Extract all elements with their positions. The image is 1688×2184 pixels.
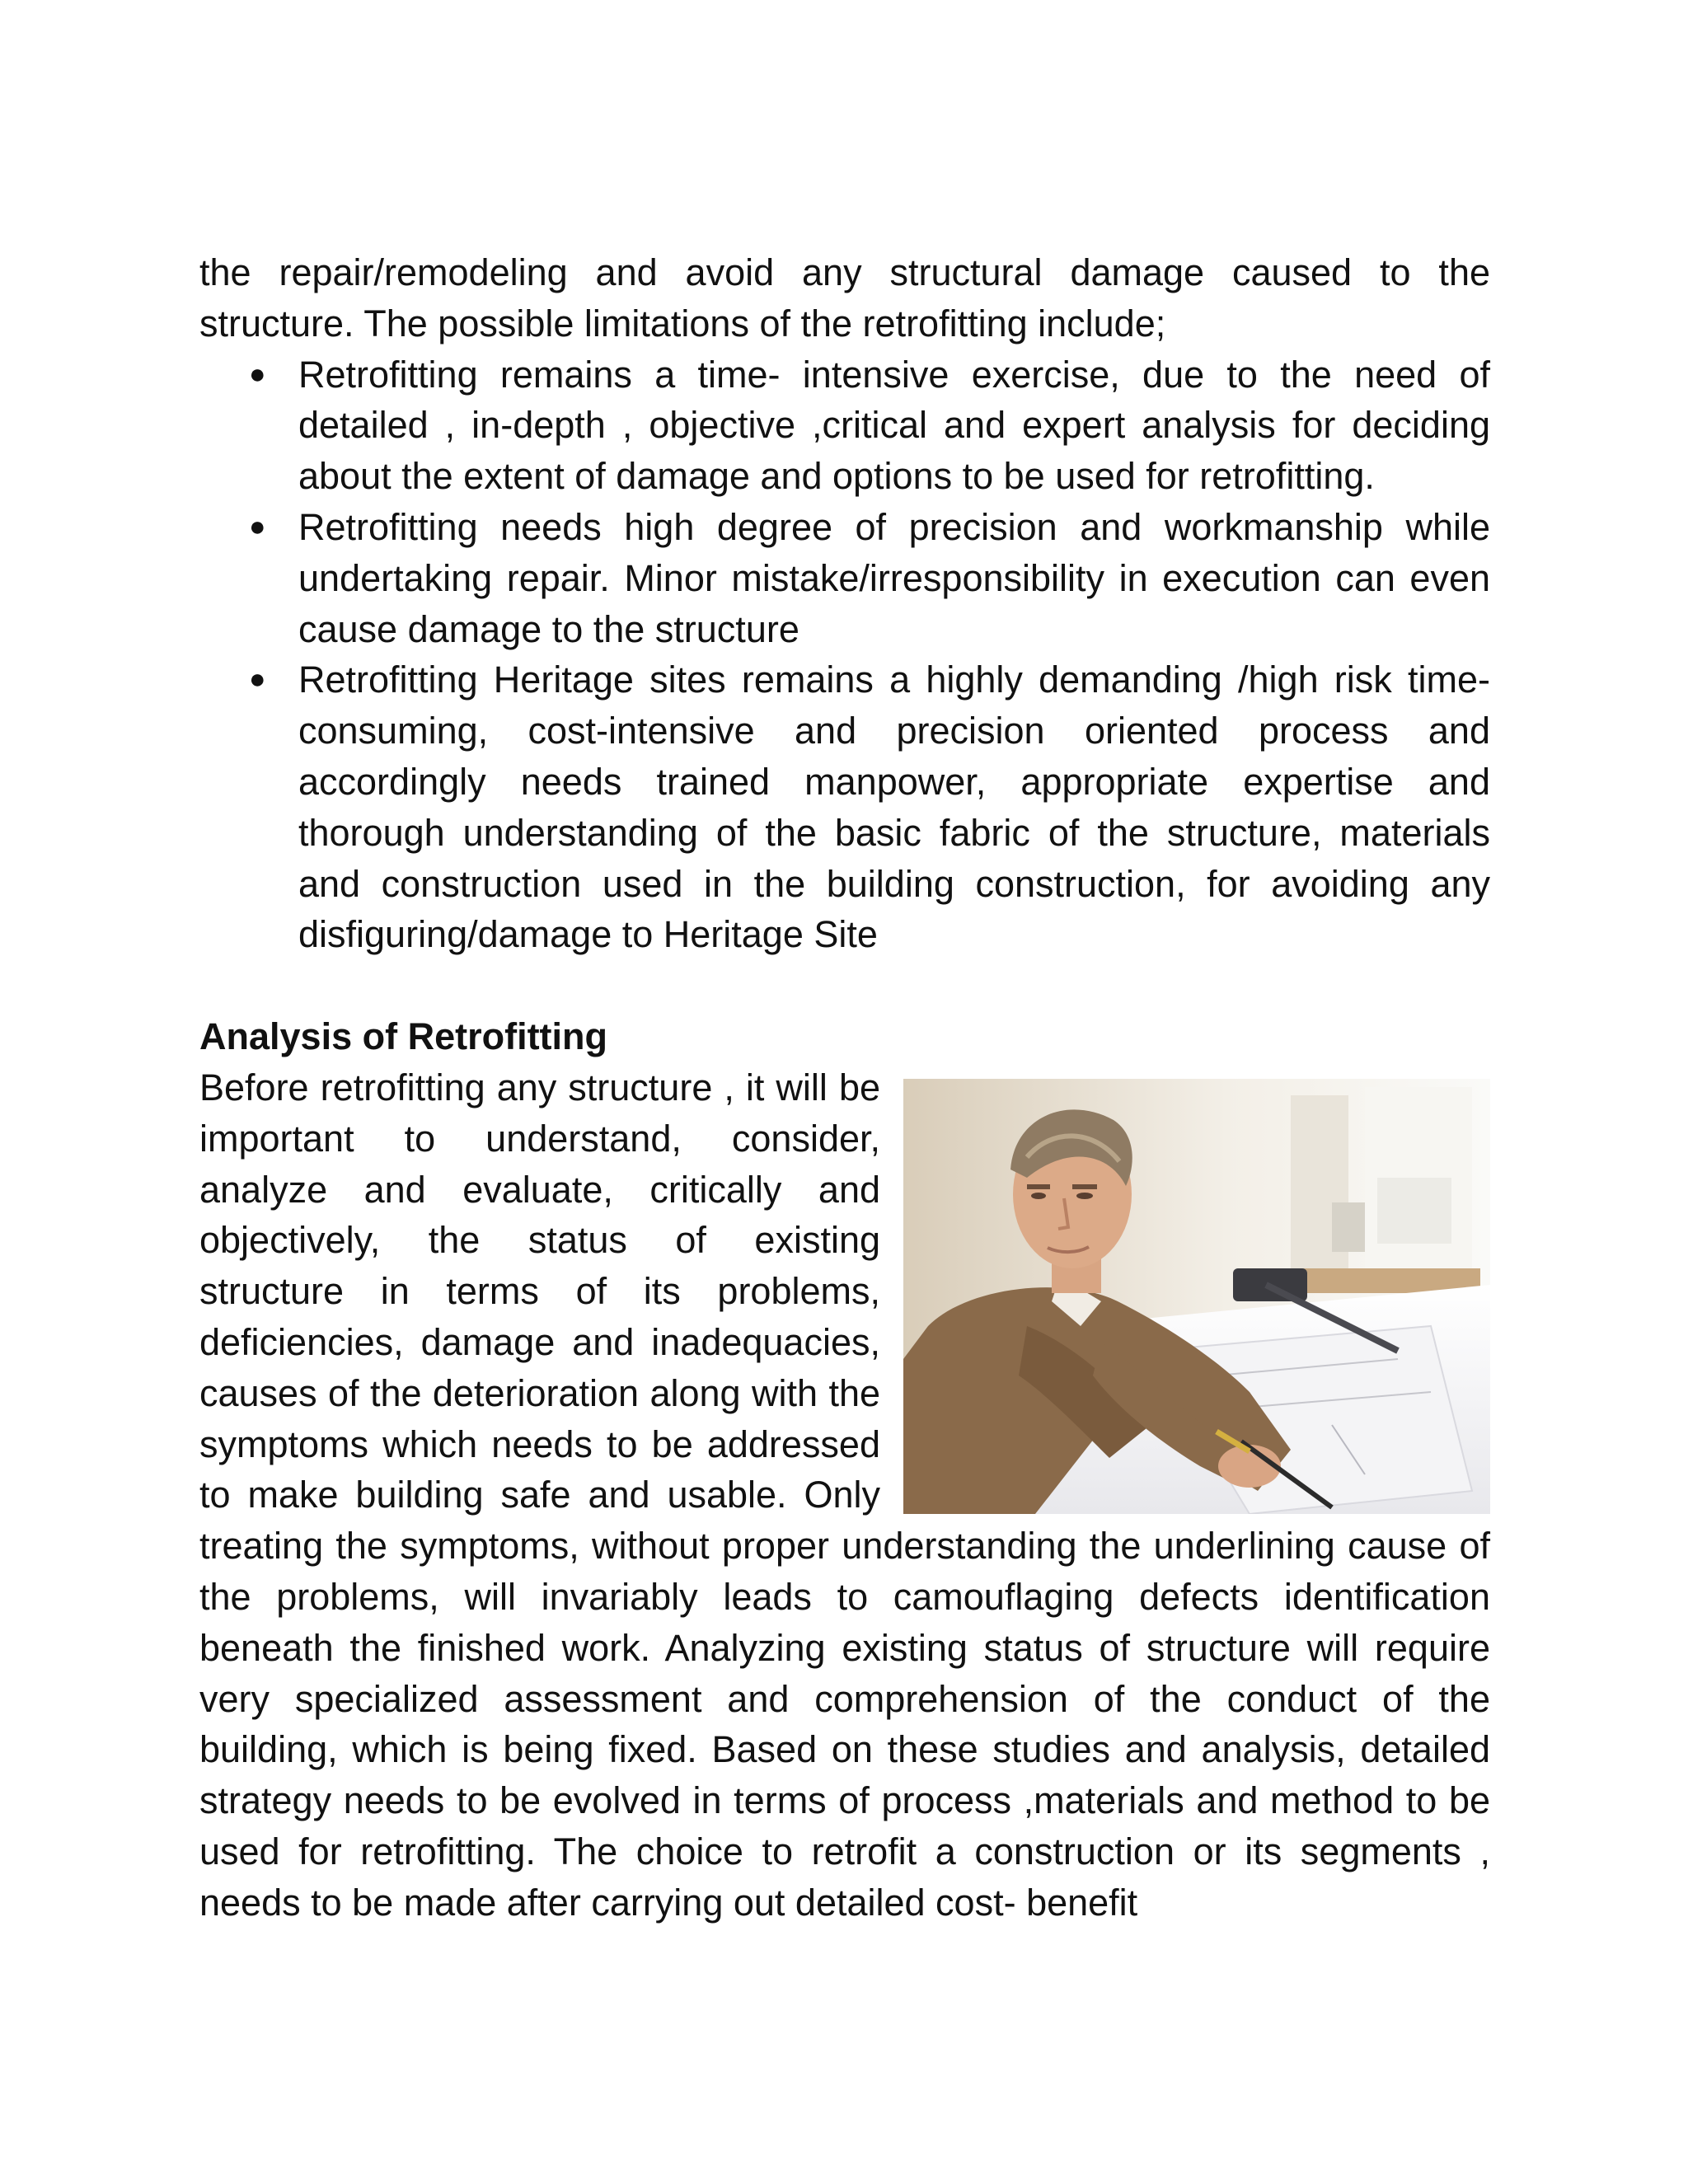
architect-photo-icon [903, 1079, 1490, 1514]
bullet-icon: ● [249, 510, 266, 542]
list-item [249, 502, 1490, 654]
document-page [199, 247, 1490, 1929]
list-item [249, 654, 1490, 960]
list-item [249, 349, 1490, 502]
bullet-icon: ● [249, 358, 266, 390]
list-item-text: Retrofitting remains a time- intensive exercise, due to the need of detailed , in-depth , objective ,critical and expert analysis for deciding about the extent of damage and options to be used for retrofitting. [298, 353, 1490, 498]
intro-paragraph: the repair/remodeling and avoid any structural damage caused to the structure. The possible limitations of the retrofitting include; [199, 251, 1490, 344]
analysis-paragraph: Before retrofitting any structure , it will be important to understand, consider, analyze and evaluate, critically and objectively, the status of existing structure in terms of its problems, deficiencies, damage and inadequacies, causes of the deterioration along with the symptoms which needs to be addressed to make building safe and usable. Only treating the symptoms, without proper understanding the underlining cause of the problems, will invariably leads to camouflaging defects identification beneath the finished work. Analyzing existing status of structure will require very specialized assessment and comprehension of the conduct of the building, which is being fixed. Based on these studies and analysis, detailed strategy needs to be evolved in terms of process ,materials and method to be used for retrofitting. The choice to retrofit a construction or its segments , needs to be made after carrying out detailed cost- benefit [199, 1066, 1490, 1924]
limitations-list [199, 349, 1490, 961]
list-item-text: Retrofitting Heritage sites remains a highly demanding /high risk time-consuming, cost-intensive and precision oriented process and accordingly needs trained manpower, appropriate expertise and thorough understanding of the basic fabric of the structure, materials and construction used in the building construction, for avoiding any disfiguring/damage to Heritage Site [298, 658, 1490, 956]
architect-photo [903, 1079, 1490, 1514]
bullet-icon: ● [249, 663, 266, 696]
section-heading: Analysis of Retrofitting [199, 1015, 608, 1058]
list-item-text: Retrofitting needs high degree of precision and workmanship while undertaking repair. Minor mistake/irresponsibility in execution can even cause damage to the structure [298, 505, 1490, 650]
